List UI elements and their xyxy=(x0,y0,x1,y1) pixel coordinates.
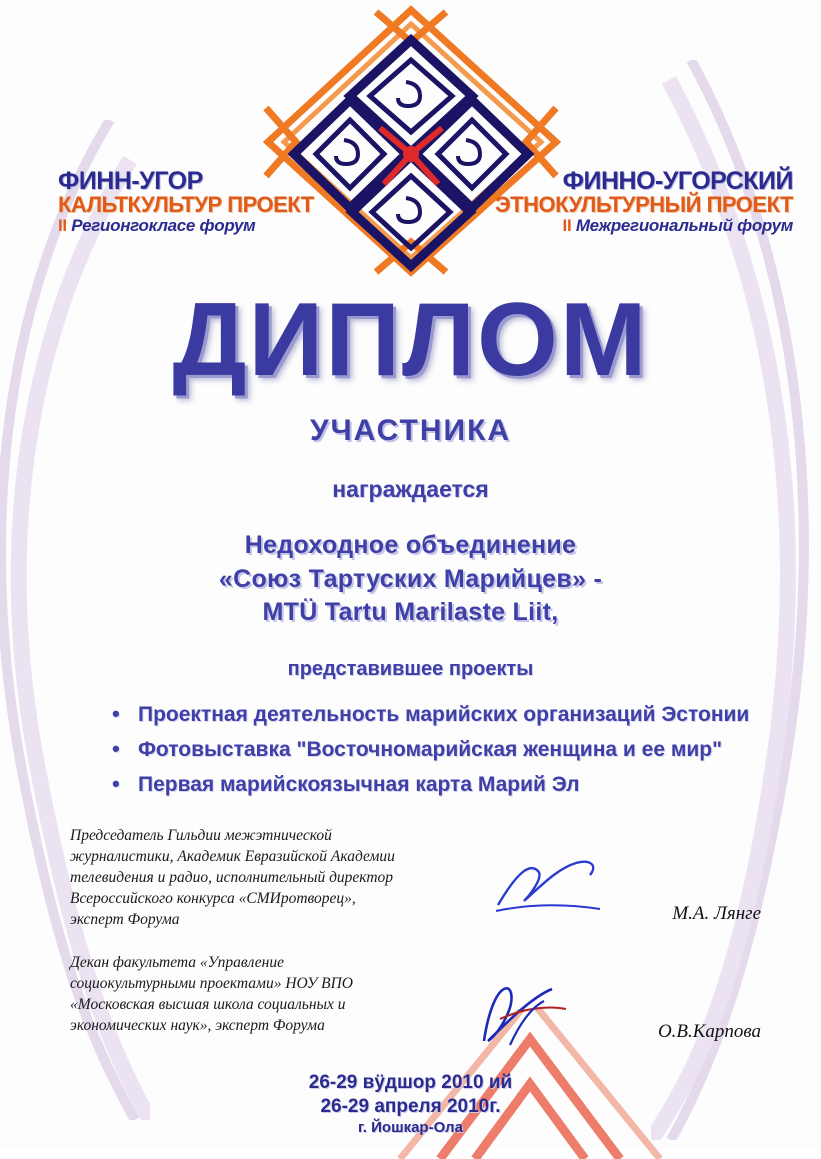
logo-right-line2: ЭТНОКУЛЬТУРНЫЙ ПРОЕКТ xyxy=(495,192,793,217)
signatures-area xyxy=(0,826,821,1049)
recipient-line-1: Недоходное объединение xyxy=(244,531,577,559)
handwritten-signature-icon xyxy=(490,853,610,923)
signature-block-2 xyxy=(70,953,761,1049)
logo-right-prefix: II xyxy=(562,215,572,235)
signature-name-2: О.В.Карпова xyxy=(657,1021,761,1042)
footer-date-block xyxy=(0,1071,821,1137)
logo-left-forum: Регионгокласе форум xyxy=(71,215,256,235)
recipient-line-3: MTÜ Tartu Marilaste Liit, xyxy=(262,598,559,626)
presented-label: представившее проекты xyxy=(287,657,534,680)
list-item: • Фотовыставка "Восточномарийская женщина и ее мир" xyxy=(110,736,770,763)
finno-ugric-emblem-icon xyxy=(256,4,566,279)
signature-name-1: М.А. Лянге xyxy=(672,903,761,924)
list-item: • Проектная деятельность марийских организаций Эстонии xyxy=(110,701,770,728)
handwritten-signature-icon xyxy=(470,979,590,1049)
diploma-subtitle: УЧАСТНИКА xyxy=(309,414,512,447)
logo-left-line3 xyxy=(58,217,338,235)
date-russian: 26-29 апреля 2010г. xyxy=(320,1095,501,1117)
diploma-title: ДИПЛОМ xyxy=(172,282,649,398)
logo-left-line2: КАЛЬТКУЛЬТУР ПРОЕКТ xyxy=(58,192,314,217)
city-label: г. Йошкар-Ола xyxy=(358,1118,463,1136)
signature-block-1 xyxy=(70,826,761,931)
recipient-line-2: «Союз Тартуских Марийцев» - xyxy=(218,564,603,593)
logo-right-line3 xyxy=(493,217,793,235)
signature-role-1: Председатель Гильдии межэтнической журналистики, Академик Евразийской Академии телевидения и радио, исполнительный директор Всероссийского конкурса «СМИротворец», эксперт Форума xyxy=(70,827,395,929)
logo-right-line1: ФИННО-УГОРСКИЙ xyxy=(562,167,793,195)
recipient-name xyxy=(0,529,821,630)
logo-left-prefix: II xyxy=(58,215,67,235)
signature-role-2: Декан факультета «Управление социокультурными проектами» НОУ ВПО «Московская высшая школа социальных и экономических наук», эксперт Форума xyxy=(70,954,353,1034)
logo-wordmark-left xyxy=(58,168,338,235)
logo-right-forum: Межрегиональный форум xyxy=(575,215,793,235)
header-emblem-area xyxy=(0,0,821,282)
awarded-label: награждается xyxy=(332,476,489,502)
logo-wordmark-right xyxy=(493,168,793,235)
list-item: • Первая марийскоязычная карта Марий Эл xyxy=(110,771,770,798)
projects-list xyxy=(110,701,770,799)
logo-left-line1: ФИНН-УГОР xyxy=(58,167,203,195)
date-mari: 26-29 вÿдшор 2010 ий xyxy=(308,1072,513,1093)
